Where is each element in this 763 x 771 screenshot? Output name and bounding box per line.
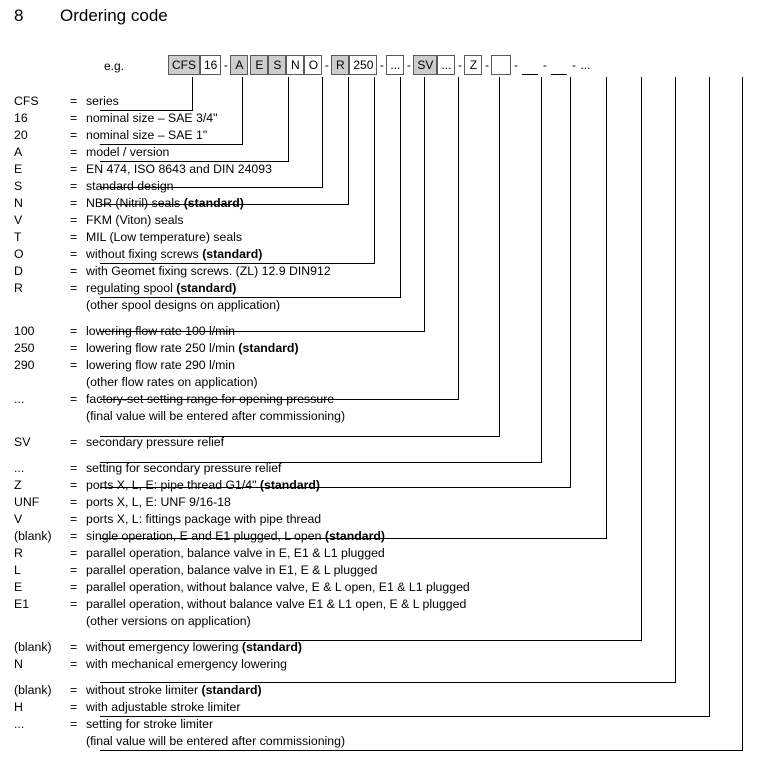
legend-description: MIL (Low temperature) seals xyxy=(86,230,243,244)
code-separator: - xyxy=(379,58,384,72)
legend-key: 16 xyxy=(14,111,28,125)
legend-equals: = xyxy=(70,495,78,509)
legend-key: E xyxy=(14,580,23,594)
legend-equals: = xyxy=(70,264,78,278)
legend-equals: = xyxy=(70,94,78,108)
legend-row xyxy=(14,280,749,297)
legend-equals: = xyxy=(70,640,78,654)
legend-description: regulating spool (standard) xyxy=(86,281,237,295)
legend-equals: = xyxy=(70,196,78,210)
legend-row xyxy=(14,391,749,408)
legend-key: R xyxy=(14,546,23,560)
code-box: O xyxy=(304,55,322,75)
legend-description: single operation, E and E1 plugged, L open (standard) xyxy=(86,529,385,543)
legend-row xyxy=(14,656,749,673)
legend-row xyxy=(14,682,749,699)
legend-description: with adjustable stroke limiter xyxy=(86,700,241,714)
legend-equals: = xyxy=(70,529,78,543)
legend-key: N xyxy=(14,657,23,671)
code-separator: - xyxy=(457,58,462,72)
legend-spacer xyxy=(14,314,749,323)
legend-row xyxy=(14,613,749,630)
legend-row xyxy=(14,639,749,656)
legend-equals: = xyxy=(70,128,78,142)
ordering-code-row xyxy=(168,54,592,76)
legend-description: with mechanical emergency lowering xyxy=(86,657,287,671)
code-box xyxy=(491,55,511,75)
legend-row xyxy=(14,297,749,314)
legend-key: S xyxy=(14,179,23,193)
legend-key: V xyxy=(14,213,23,227)
legend-equals: = xyxy=(70,145,78,159)
legend-description: setting for secondary pressure relief xyxy=(86,461,282,475)
legend-description: series xyxy=(86,94,119,108)
legend-row xyxy=(14,528,749,545)
legend-description: standard design xyxy=(86,179,174,193)
legend-row xyxy=(14,494,749,511)
page-title: Ordering code xyxy=(60,6,168,25)
legend-description: model / version xyxy=(86,145,170,159)
code-separator: - xyxy=(571,58,576,72)
legend-equals: = xyxy=(70,563,78,577)
legend-description: parallel operation, without balance valve E1 & L1 open, E & L plugged xyxy=(86,597,467,611)
legend-description: secondary pressure relief xyxy=(86,435,225,449)
legend-row xyxy=(14,110,749,127)
code-blank-underline xyxy=(549,55,569,75)
legend-key: 290 xyxy=(14,358,35,372)
page-header xyxy=(14,6,744,36)
legend-equals: = xyxy=(70,512,78,526)
code-box: S xyxy=(268,55,286,75)
legend-equals: = xyxy=(70,111,78,125)
legend-equals: = xyxy=(70,179,78,193)
legend-description: EN 474, ISO 8643 and DIN 24093 xyxy=(86,162,272,176)
code-box: E xyxy=(250,55,268,75)
legend-equals: = xyxy=(70,683,78,697)
legend-key: (blank) xyxy=(14,529,52,543)
code-separator: - xyxy=(223,58,228,72)
legend-description: with Geomet fixing screws. (ZL) 12.9 DIN912 xyxy=(86,264,331,278)
legend-row xyxy=(14,263,749,280)
legend-row xyxy=(14,93,749,110)
legend-key: A xyxy=(14,145,23,159)
legend-row xyxy=(14,229,749,246)
legend-spacer xyxy=(14,451,749,460)
legend-description: without fixing screws (standard) xyxy=(86,247,263,261)
legend-key: E1 xyxy=(14,597,30,611)
legend-equals: = xyxy=(70,657,78,671)
legend-description: (other spool designs on application) xyxy=(86,298,281,312)
legend-row xyxy=(14,161,749,178)
legend-row xyxy=(14,716,749,733)
legend-description: ports X, L, E: pipe thread G1/4" (standard) xyxy=(86,478,321,492)
legend-description: parallel operation, without balance valve, E & L open, E1 & L1 plugged xyxy=(86,580,470,594)
legend-row xyxy=(14,733,749,750)
code-box: Z xyxy=(464,55,482,75)
legend-key: N xyxy=(14,196,23,210)
legend-description: (final value will be entered after commissioning) xyxy=(86,409,346,423)
legend-key: UNF xyxy=(14,495,40,509)
legend-row xyxy=(14,195,749,212)
legend-equals: = xyxy=(70,478,78,492)
legend-key: H xyxy=(14,700,23,714)
code-box: ... xyxy=(386,55,404,75)
code-separator: - xyxy=(406,58,411,72)
code-box: 16 xyxy=(200,55,221,75)
code-box: 250 xyxy=(349,55,377,75)
code-box: R xyxy=(331,55,349,75)
legend-description: nominal size – SAE 1" xyxy=(86,128,208,142)
legend-equals: = xyxy=(70,546,78,560)
code-box: N xyxy=(286,55,304,75)
legend-row xyxy=(14,562,749,579)
legend-equals: = xyxy=(70,461,78,475)
legend-equals: = xyxy=(70,281,78,295)
legend-equals: = xyxy=(70,213,78,227)
legend-row xyxy=(14,340,749,357)
legend-equals: = xyxy=(70,324,78,338)
legend-row xyxy=(14,460,749,477)
code-box: CFS xyxy=(168,55,200,75)
legend-description: without emergency lowering (standard) xyxy=(86,640,302,654)
legend-equals: = xyxy=(70,580,78,594)
code-box: ... xyxy=(437,55,455,75)
legend-description: parallel operation, balance valve in E1, E & L plugged xyxy=(86,563,378,577)
legend-key: 250 xyxy=(14,341,35,355)
legend-key: CFS xyxy=(14,94,39,108)
legend-equals: = xyxy=(70,717,78,731)
legend-row xyxy=(14,246,749,263)
legend-row xyxy=(14,127,749,144)
legend-description: ports X, L: fittings package with pipe thread xyxy=(86,512,322,526)
example-label: e.g. xyxy=(104,59,125,73)
legend-row xyxy=(14,408,749,425)
legend-description: factory-set setting range for opening pressure xyxy=(86,392,335,406)
code-separator: - xyxy=(513,58,518,72)
code-blank-underline xyxy=(520,55,540,75)
legend-description: without stroke limiter (standard) xyxy=(86,683,262,697)
legend-description: lowering flow rate 290 l/min xyxy=(86,358,235,372)
legend-row xyxy=(14,579,749,596)
legend-row xyxy=(14,699,749,716)
legend-description: parallel operation, balance valve in E, E1 & L1 plugged xyxy=(86,546,385,560)
legend-key: R xyxy=(14,281,23,295)
legend-key: D xyxy=(14,264,23,278)
legend-equals: = xyxy=(70,435,78,449)
legend-key: SV xyxy=(14,435,31,449)
legend-description: (other flow rates on application) xyxy=(86,375,258,389)
legend-row xyxy=(14,511,749,528)
legend-key: T xyxy=(14,230,22,244)
legend-key: (blank) xyxy=(14,683,52,697)
legend-equals: = xyxy=(70,597,78,611)
legend-row xyxy=(14,144,749,161)
code-separator: - xyxy=(484,58,489,72)
legend-description: nominal size – SAE 3/4" xyxy=(86,111,218,125)
legend-row xyxy=(14,596,749,613)
legend-row xyxy=(14,178,749,195)
legend-description: FKM (Viton) seals xyxy=(86,213,184,227)
code-box: SV xyxy=(413,55,437,75)
legend-key: ... xyxy=(14,461,25,475)
legend-equals: = xyxy=(70,392,78,406)
legend-row xyxy=(14,212,749,229)
legend-row xyxy=(14,323,749,340)
legend-description: ports X, L, E: UNF 9/16-18 xyxy=(86,495,231,509)
legend-row xyxy=(14,477,749,494)
legend-list xyxy=(14,93,749,750)
legend-equals: = xyxy=(70,700,78,714)
code-separator: - xyxy=(324,58,329,72)
legend-spacer xyxy=(14,425,749,434)
legend-spacer xyxy=(14,630,749,639)
legend-description: (final value will be entered after commissioning) xyxy=(86,734,346,748)
legend-key: 100 xyxy=(14,324,35,338)
legend-key: ... xyxy=(14,717,25,731)
legend-description: setting for stroke limiter xyxy=(86,717,214,731)
legend-row xyxy=(14,357,749,374)
legend-key: (blank) xyxy=(14,640,52,654)
section-number: 8 xyxy=(14,6,24,25)
legend-equals: = xyxy=(70,247,78,261)
legend-key: O xyxy=(14,247,24,261)
code-separator: - xyxy=(542,58,547,72)
legend-row xyxy=(14,545,749,562)
legend-spacer xyxy=(14,673,749,682)
code-dots: ... xyxy=(580,58,591,72)
legend-description: lowering flow rate 100 l/min xyxy=(86,324,235,338)
legend-description: NBR (Nitril) seals (standard) xyxy=(86,196,244,210)
legend-key: 20 xyxy=(14,128,28,142)
legend-equals: = xyxy=(70,162,78,176)
legend-equals: = xyxy=(70,358,78,372)
legend-description: (other versions on application) xyxy=(86,614,251,628)
legend-key: V xyxy=(14,512,23,526)
legend-equals: = xyxy=(70,341,78,355)
legend-equals: = xyxy=(70,230,78,244)
legend-key: ... xyxy=(14,392,25,406)
legend-row xyxy=(14,374,749,391)
legend-description: lowering flow rate 250 l/min (standard) xyxy=(86,341,299,355)
legend-key: L xyxy=(14,563,21,577)
legend-key: Z xyxy=(14,478,22,492)
legend-row xyxy=(14,434,749,451)
legend-key: E xyxy=(14,162,23,176)
code-box: A xyxy=(230,55,248,75)
